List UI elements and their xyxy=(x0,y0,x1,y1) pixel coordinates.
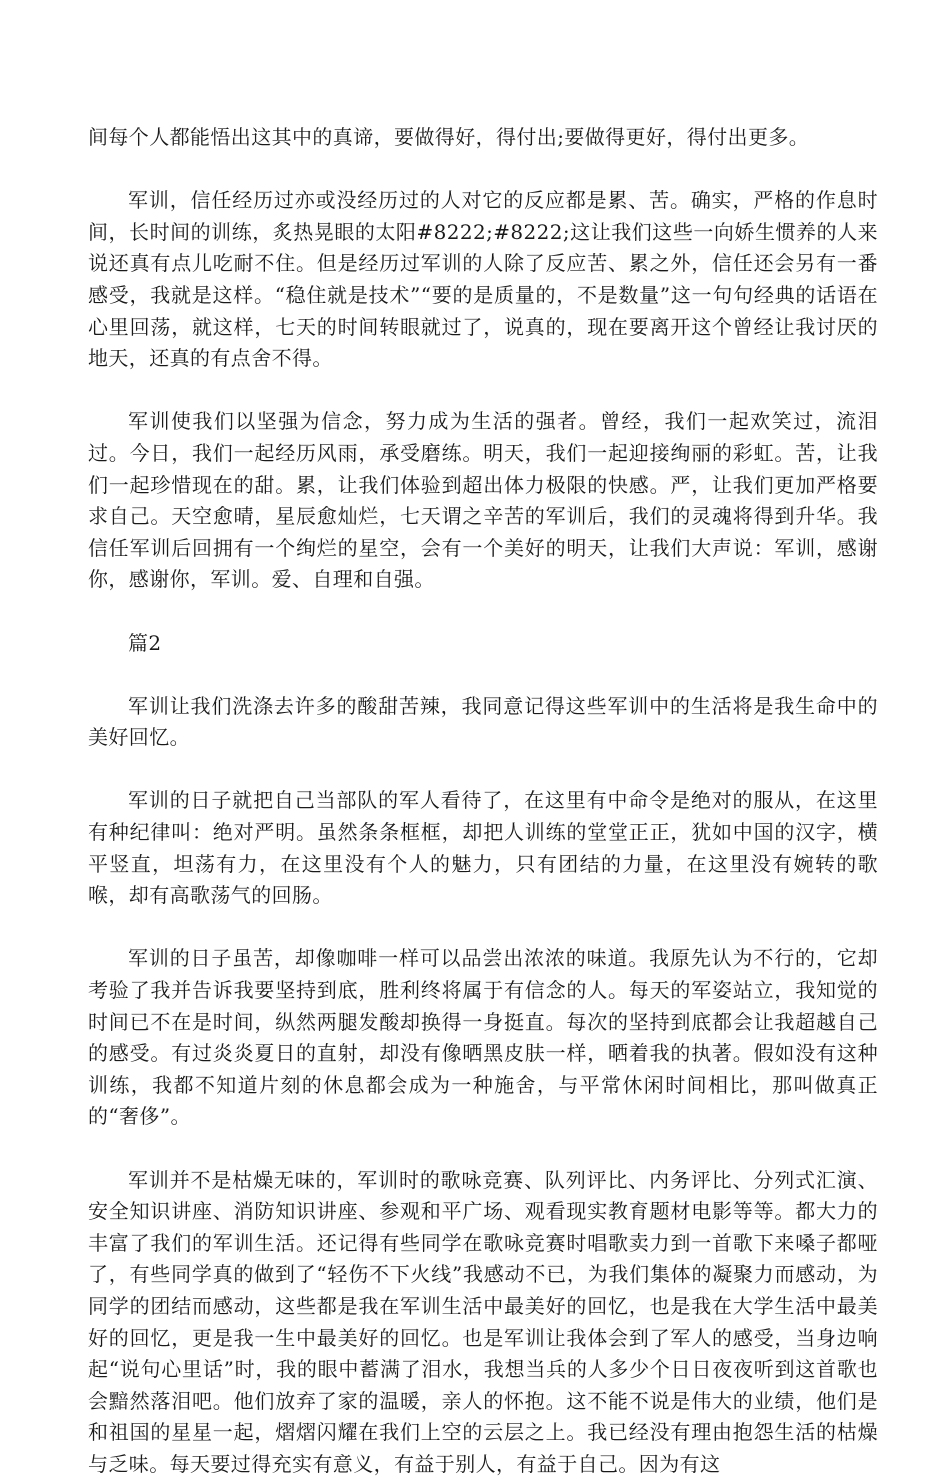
paragraph-continuation: 间每个人都能悟出这其中的真谛，要做得好，得付出;要做得更好，得付出更多。 xyxy=(88,125,810,149)
paragraph-strong-belief: 军训使我们以坚强为信念，努力成为生活的强者。曾经，我们一起欢笑过，流泪过。今日，我们一起经历风雨，承受磨练。明天，我们一起迎接绚丽的彩虹。苦，让我们一起珍惜现在的甜。累，让我们体验到超出体力极限的快感。严，让我们更加严格要求自己。天空愈晴，星辰愈灿烂，七天谓之辛苦的军训后，我们的灵魂将得到升华。我信任军训后回拥有一个绚烂的星空，会有一个美好的明天，让我们大声说：军训，感谢你，感谢你，军训。爱、自理和自强。 xyxy=(88,409,878,592)
document-body xyxy=(88,122,878,1481)
section-heading-part-2: 篇2 xyxy=(128,630,162,655)
paragraph-good-memories: 军训让我们洗涤去许多的酸甜苦辣，我同意记得这些军训中的生活将是我生命中的美好回忆。 xyxy=(88,693,878,750)
paragraph-discipline: 军训的日子就把自己当部队的军人看待了，在这里有中命令是绝对的服从，在这里有种纪律叫：绝对严明。虽然条条框框，却把人训练的堂堂正正，犹如中国的汉字，横平竖直，坦荡有力，在这里没有个人的魅力，只有团结的力量，在这里没有婉转的歌喉，却有高歌荡气的回肠。 xyxy=(88,788,878,908)
paragraph-activities: 军训并不是枯燥无味的，军训时的歌咏竞赛、队列评比、内务评比、分列式汇演、安全知识讲座、消防知识讲座、参观和平广场、观看现实教育题材电影等等。都大力的丰富了我们的军训生活。还记得有些同学在歌咏竞赛时唱歌卖力到一首歌下来嗓子都哑了，有些同学真的做到了“轻伤不下火线”我感动不已，为我们集体的凝聚力而感动，为同学的团结而感动，这些都是我在军训生活中最美好的回忆，也是我在大学生活中最美好的回忆，更是我一生中最美好的回忆。也是军训让我体会到了军人的感受，当身边响起“说句心里话”时，我的眼中蓄满了泪水，我想当兵的人多少个日日夜夜听到这首歌也会黯然落泪吧。他们放弃了家的温暖，亲人的怀抱。这不能不说是伟大的业绩，他们是和祖国的星星一起，熠熠闪耀在我们上空的云层之上。我已经没有理由抱怨生活的枯燥与乏味。每天要过得充实有意义，有益于别人，有益于自己。因为有这 xyxy=(88,1167,878,1476)
paragraph-military-training-feelings: 军训，信任经历过亦或没经历过的人对它的反应都是累、苦。确实，严格的作息时间，长时间的训练，炙热晃眼的太阳#8222;#8222;这让我们这些一向娇生惯养的人来说还真有点儿吃耐不住。但是经历过军训的人除了反应苦、累之外，信任还会另有一番感受，我就是这样。“稳住就是技术”“要的是质量的，不是数量”这一句句经典的话语在心里回荡，就这样，七天的时间转眼就过了，说真的，现在要离开这个曾经让我讨厌的地天，还真的有点舍不得。 xyxy=(88,188,878,371)
paragraph-coffee-taste: 军训的日子虽苦，却像咖啡一样可以品尝出浓浓的味道。我原先认为不行的，它却考验了我并告诉我要坚持到底，胜利终将属于有信念的人。每天的军姿站立，我知觉的时间已不在是时间，纵然两腿发酸却换得一身挺直。每次的坚持到底都会让我超越自己的感受。有过炎炎夏日的直射，却没有像晒黑皮肤一样，晒着我的执著。假如没有这种训练，我都不知道片刻的休息都会成为一种施舍，与平常休闲时间相比，那叫做真正的“奢侈”。 xyxy=(88,946,878,1129)
